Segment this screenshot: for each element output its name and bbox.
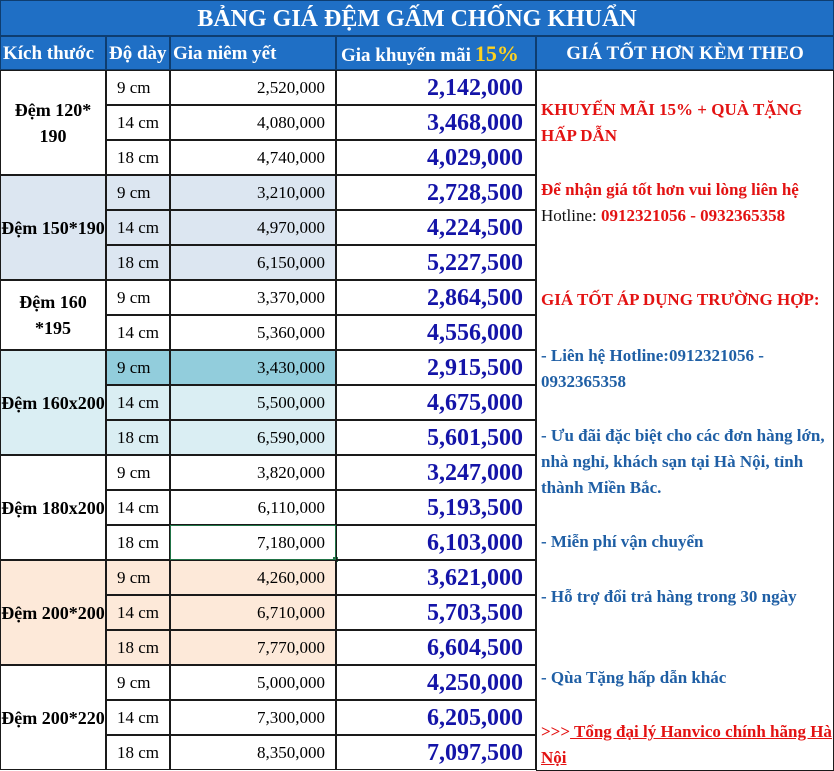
thickness-cell[interactable]: 9 cm [106, 175, 170, 210]
promo-price-cell[interactable]: 4,250,000 [336, 665, 536, 700]
list-price-cell[interactable]: 4,740,000 [170, 140, 336, 175]
thickness-cell[interactable]: 14 cm [106, 385, 170, 420]
promo-price-cell[interactable]: 5,193,500 [336, 490, 536, 525]
dealer-link[interactable] [541, 719, 833, 771]
thickness-cell[interactable]: 18 cm [106, 420, 170, 455]
note-hotline-numbers: 0912321056 - 0932365358 [596, 206, 786, 225]
list-price-cell[interactable]: 3,430,000 [170, 350, 336, 385]
size-label: Đệm 150*190 [1, 217, 105, 238]
thickness-cell[interactable]: 9 cm [106, 665, 170, 700]
promo-price-cell[interactable]: 4,556,000 [336, 315, 536, 350]
note-apply-shipping: - Miễn phí vận chuyển [541, 532, 704, 551]
header-size: Kích thước [0, 36, 106, 70]
list-price-cell[interactable]: 5,500,000 [170, 385, 336, 420]
thickness-cell[interactable]: 9 cm [106, 455, 170, 490]
promo-price-cell[interactable]: 6,205,000 [336, 700, 536, 735]
list-price-cell[interactable]: 3,820,000 [170, 455, 336, 490]
list-price-cell[interactable]: 4,260,000 [170, 560, 336, 595]
size-label: Đệm 160x200 [1, 392, 105, 413]
list-price-cell[interactable]: 6,150,000 [170, 245, 336, 280]
list-price-cell[interactable]: 4,080,000 [170, 105, 336, 140]
thickness-cell[interactable]: 9 cm [106, 70, 170, 105]
thickness-cell[interactable]: 14 cm [106, 700, 170, 735]
size-cell[interactable] [0, 70, 106, 175]
size-label: Đệm 200*220 [1, 707, 105, 728]
promo-price-cell[interactable]: 4,224,500 [336, 210, 536, 245]
header-promo-price [336, 36, 536, 70]
note-apply-hotline: - Liên hệ Hotline:0912321056 - 0932365358 [541, 346, 764, 391]
thickness-cell[interactable]: 14 cm [106, 490, 170, 525]
promo-price-cell[interactable]: 2,728,500 [336, 175, 536, 210]
sheet-title: BẢNG GIÁ ĐỆM GẤM CHỐNG KHUẨN [0, 0, 834, 36]
list-price-cell[interactable]: 8,350,000 [170, 735, 336, 770]
list-price-cell[interactable]: 6,110,000 [170, 490, 336, 525]
note-apply-return: - Hỗ trợ đổi trả hàng trong 30 ngày [541, 587, 797, 606]
header-thickness: Độ dày [106, 36, 170, 70]
note-better-price-text: Để nhận giá tốt hơn vui lòng liên hệ [541, 180, 799, 199]
size-cell[interactable] [0, 350, 106, 455]
notes-panel [536, 70, 834, 771]
header-better-price: GIÁ TỐT HƠN KÈM THEO [536, 36, 834, 70]
promo-price-cell[interactable]: 3,621,000 [336, 560, 536, 595]
size-label: Đệm 160 *195 [19, 292, 87, 338]
size-cell[interactable] [0, 455, 106, 560]
note-apply-title: GIÁ TỐT ÁP DỤNG TRƯỜNG HỢP: [541, 290, 820, 309]
list-price-cell[interactable]: 3,210,000 [170, 175, 336, 210]
note-apply-gift: - Qùa Tặng hấp dẫn khác [541, 668, 727, 687]
list-price-cell[interactable]: 7,770,000 [170, 630, 336, 665]
header-promo-percent: 15% [474, 41, 519, 66]
thickness-cell[interactable]: 14 cm [106, 315, 170, 350]
note-better-price [541, 177, 833, 229]
promo-price-cell[interactable]: 2,915,500 [336, 350, 536, 385]
promo-price-cell[interactable]: 5,601,500 [336, 420, 536, 455]
thickness-cell[interactable]: 18 cm [106, 630, 170, 665]
note-apply-special: - Ưu đãi đặc biệt cho các đơn hàng lớn, nhà nghỉ, khách sạn tại Hà Nội, tỉnh thành Miền Bắc. [541, 426, 825, 497]
thickness-cell[interactable]: 14 cm [106, 105, 170, 140]
list-price-cell[interactable]: 4,970,000 [170, 210, 336, 245]
promo-price-cell[interactable]: 3,468,000 [336, 105, 536, 140]
promo-price-cell[interactable]: 5,703,500 [336, 595, 536, 630]
note-promo-gift: KHUYẾN MÃI 15% + QUÀ TẶNG HẤP DẪN [541, 100, 803, 145]
list-price-cell[interactable]: 5,000,000 [170, 665, 336, 700]
thickness-cell[interactable]: 18 cm [106, 735, 170, 770]
list-price-cell[interactable]: 5,360,000 [170, 315, 336, 350]
size-cell[interactable] [0, 280, 106, 350]
thickness-cell[interactable]: 14 cm [106, 210, 170, 245]
note-hotline-label: Hotline: [541, 206, 597, 225]
dealer-arrow: >>> [541, 722, 571, 741]
header-list-price: Gia niêm yết [170, 36, 336, 70]
promo-price-cell[interactable]: 2,142,000 [336, 70, 536, 105]
list-price-cell[interactable]: 2,520,000 [170, 70, 336, 105]
size-label: Đệm 120* 190 [14, 99, 92, 146]
thickness-cell[interactable]: 9 cm [106, 350, 170, 385]
list-price-cell-selected[interactable]: 7,180,000 [170, 525, 336, 560]
thickness-cell[interactable]: 9 cm [106, 560, 170, 595]
list-price-cell[interactable]: 6,590,000 [170, 420, 336, 455]
thickness-cell[interactable]: 14 cm [106, 595, 170, 630]
size-cell[interactable] [0, 560, 106, 665]
dealer-link-text[interactable]: Tổng đại lý Hanvico chính hãng Hà Nội [541, 722, 832, 767]
size-label: Đệm 180x200 [1, 497, 105, 518]
promo-price-cell[interactable]: 3,247,000 [336, 455, 536, 490]
promo-price-cell[interactable]: 2,864,500 [336, 280, 536, 315]
promo-price-cell[interactable]: 6,604,500 [336, 630, 536, 665]
thickness-cell[interactable]: 18 cm [106, 245, 170, 280]
size-cell[interactable] [0, 665, 106, 770]
size-cell[interactable] [0, 175, 106, 280]
promo-price-cell[interactable]: 4,675,000 [336, 385, 536, 420]
header-promo-label: Gia khuyến mãi [341, 45, 471, 66]
size-label: Đệm 200*200 [1, 602, 105, 623]
promo-price-cell[interactable]: 5,227,500 [336, 245, 536, 280]
promo-price-cell[interactable]: 6,103,000 [336, 525, 536, 560]
promo-price-cell[interactable]: 4,029,000 [336, 140, 536, 175]
thickness-cell[interactable]: 18 cm [106, 140, 170, 175]
list-price-cell[interactable]: 7,300,000 [170, 700, 336, 735]
list-price-cell[interactable]: 6,710,000 [170, 595, 336, 630]
thickness-cell[interactable]: 9 cm [106, 280, 170, 315]
list-price-cell[interactable]: 3,370,000 [170, 280, 336, 315]
thickness-cell[interactable]: 18 cm [106, 525, 170, 560]
promo-price-cell[interactable]: 7,097,500 [336, 735, 536, 770]
